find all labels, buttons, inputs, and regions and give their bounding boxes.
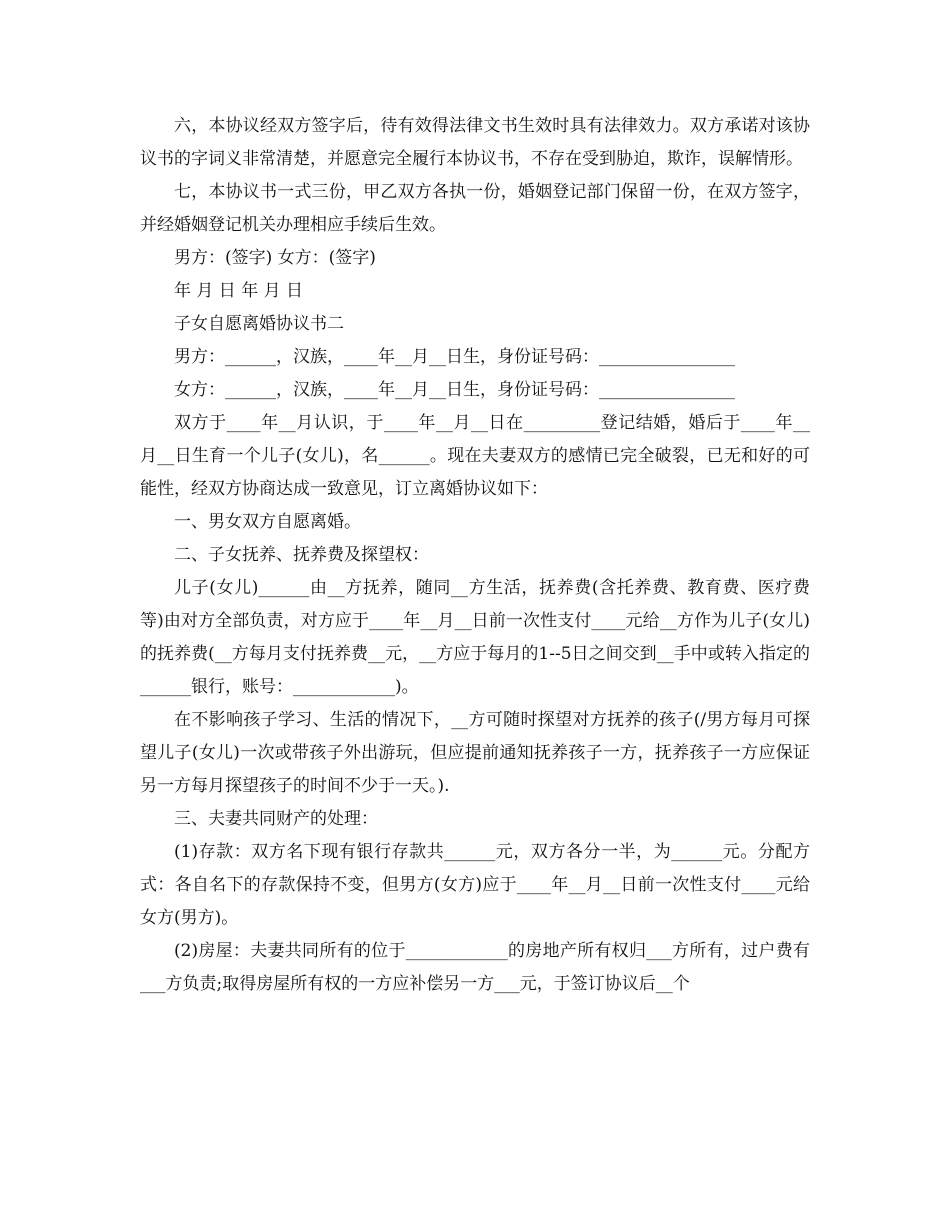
item-one: 一、男女双方自愿离婚。 — [174, 512, 361, 532]
date-line: 年 月 日 年 月 日 — [174, 281, 304, 301]
clause-seven: 七，本协议书一式三份，甲乙双方各执一份，婚姻登记部门保留一份，在双方签字，并经婚姻登记机关办理相应手续后生效。 — [140, 182, 810, 235]
item-three-heading: 三、夫妻共同财产的处理： — [174, 809, 378, 829]
item-two-heading: 二、子女抚养、抚养费及探望权： — [174, 545, 429, 565]
female-party-info: 女方：______，汉族，____年__月__日生，身份证号码：________________ — [174, 380, 735, 400]
house-terms: (2)房屋：夫妻共同所有的位于____________的房地产所有权归___方所有，过户费有___方负责;取得房屋所有权的一方应补偿另一方___元，于签订协议后__个 — [140, 941, 810, 994]
signature-line: 男方：(签字) 女方：(签字) — [174, 248, 376, 268]
male-party-info: 男方：______，汉族，____年__月__日生，身份证号码：________________ — [174, 347, 735, 367]
marriage-background: 双方于____年__月认识，于____年__月__日在_________登记结婚，婚后于____年__月__日生育一个儿子(女儿)，名______。现在夫妻双方的感情已完全破裂，已无和好的可能性，经双方协商达成一致意见，订立离婚协议如下： — [140, 413, 810, 499]
deposit-terms: (1)存款：双方名下现有银行存款共______元，双方各分一半，为______元。分配方式：各自名下的存款保持不变，但男方(女方)应于____年__月__日前一次性支付____元给女方(男方)。 — [140, 842, 810, 928]
document-page — [140, 110, 810, 1001]
visitation-terms: 在不影响孩子学习、生活的情况下，__方可随时探望对方抚养的孩子(/男方每月可探望儿子(女儿)一次或带孩子外出游玩，但应提前通知抚养孩子一方，抚养孩子一方应保证另一方每月探望孩子的时间不少于一天。). — [140, 710, 810, 796]
child-support-terms: 儿子(女儿)______由__方抚养，随同__方生活，抚养费(含托养费、教育费、医疗费等)由对方全部负责，对方应于____年__月__日前一次性支付____元给__方作为儿子(女儿)的抚养费(__方每月支付抚养费__元，__方应于每月的1--5日之间交到__手中或转入指定的______银行，账号：____________)。 — [140, 578, 810, 697]
clause-six: 六，本协议经双方签字后，待有效得法律文书生效时具有法律效力。双方承诺对该协议书的字词义非常清楚，并愿意完全履行本协议书，不存在受到胁迫，欺诈，误解情形。 — [140, 116, 810, 169]
section-title: 子女自愿离婚协议书二 — [174, 314, 344, 334]
